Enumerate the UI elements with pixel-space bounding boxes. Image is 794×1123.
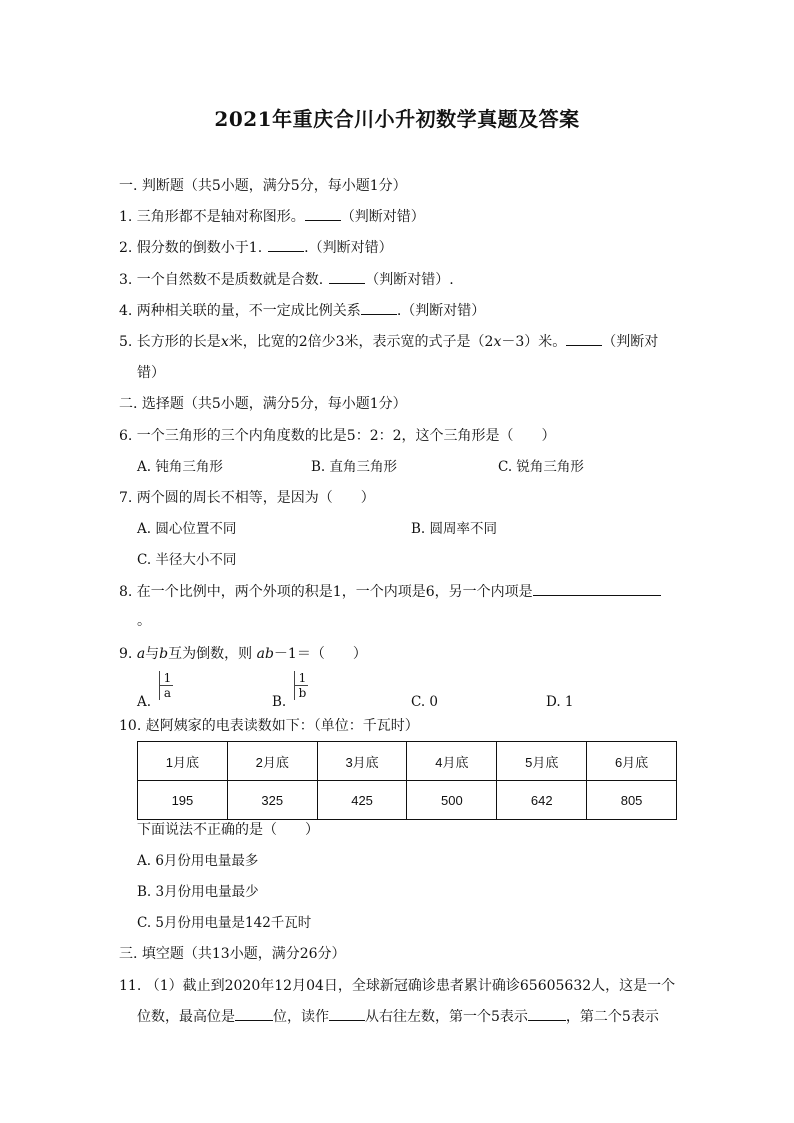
meter-reading-table bbox=[137, 741, 677, 820]
answer-blank[interactable] bbox=[361, 302, 397, 315]
q9-fraction-a: $\frac{1}{a}$ bbox=[159, 671, 173, 700]
table-row bbox=[138, 781, 677, 820]
question-11-continued: 位数，最高位是 位，读作 从右往左数，第一个5表示 ，第二个5表示 bbox=[137, 1009, 659, 1025]
table-header-cell: 4月底 bbox=[407, 742, 497, 781]
q10-option-c[interactable]: C. 5月份用电量是142千瓦时 bbox=[137, 915, 312, 931]
section-heading-judgement: 一. 判断题（共5小题，满分5分，每小题1分） bbox=[119, 178, 407, 194]
answer-blank[interactable] bbox=[329, 1008, 365, 1021]
q9-option-c[interactable]: C. 0 bbox=[411, 694, 439, 710]
question-6: 6. 一个三角形的三个内角度数的比是5：2：2，这个三角形是（ ） bbox=[119, 428, 556, 444]
q9-option-b[interactable]: B. bbox=[272, 694, 287, 710]
question-8-end: 。 bbox=[137, 613, 151, 629]
table-header-cell: 6月底 bbox=[587, 742, 677, 781]
table-cell: 500 bbox=[407, 781, 497, 820]
q10-option-a[interactable]: A. 6月份用电量最多 bbox=[137, 853, 259, 869]
q7-option-b[interactable]: B. 圆周率不同 bbox=[411, 521, 498, 537]
q9-option-a[interactable]: A. bbox=[137, 694, 152, 710]
answer-blank[interactable] bbox=[329, 271, 365, 284]
question-10: 10. 赵阿姨家的电表读数如下：（单位：千瓦时） bbox=[119, 718, 419, 734]
answer-blank[interactable] bbox=[566, 333, 602, 346]
section-heading-fill: 三. 填空题（共13小题，满分26分） bbox=[119, 946, 346, 962]
section-heading-choice: 二. 选择题（共5小题，满分5分，每小题1分） bbox=[119, 396, 407, 412]
q7-option-c[interactable]: C. 半径大小不同 bbox=[137, 552, 237, 568]
question-9: 9. a与b互为倒数，则 ab－1＝（ ） bbox=[119, 646, 367, 662]
answer-blank[interactable] bbox=[268, 239, 304, 252]
table-header-cell: 3月底 bbox=[317, 742, 407, 781]
table-header-cell: 1月底 bbox=[138, 742, 228, 781]
table-cell: 642 bbox=[497, 781, 587, 820]
answer-blank[interactable] bbox=[533, 583, 661, 596]
question-4: 4. 两种相关联的量，不一定成比例关系 .（判断对错） bbox=[119, 303, 486, 319]
q6-option-a[interactable]: A. 钝角三角形 bbox=[137, 459, 223, 475]
table-cell: 195 bbox=[138, 781, 228, 820]
table-header-cell: 5月底 bbox=[497, 742, 587, 781]
question-5: 5. 长方形的长是x米，比宽的2倍少3米，表示宽的式子是（2x－3）米。 （判断对 bbox=[119, 334, 659, 350]
table-cell: 425 bbox=[317, 781, 407, 820]
q6-option-c[interactable]: C. 锐角三角形 bbox=[498, 459, 584, 475]
question-1: 1. 三角形都不是轴对称图形。 （判断对错） bbox=[119, 209, 425, 225]
question-2: 2. 假分数的倒数小于1. .（判断对错） bbox=[119, 240, 393, 256]
q9-fraction-b: $\frac{1}{b}$ bbox=[294, 671, 308, 700]
table-header-cell: 2月底 bbox=[227, 742, 317, 781]
table-header-row bbox=[138, 742, 677, 781]
question-7: 7. 两个圆的周长不相等，是因为（ ） bbox=[119, 490, 375, 506]
answer-blank[interactable] bbox=[305, 208, 341, 221]
page-title: 2021年重庆合川小升初数学真题及答案 bbox=[214, 107, 580, 131]
q7-option-a[interactable]: A. 圆心位置不同 bbox=[137, 521, 237, 537]
answer-blank[interactable] bbox=[528, 1008, 566, 1021]
q9-option-d[interactable]: D. 1 bbox=[546, 694, 574, 710]
question-5-continued: 错） bbox=[137, 365, 165, 381]
table-cell: 325 bbox=[227, 781, 317, 820]
q6-option-b[interactable]: B. 直角三角形 bbox=[311, 459, 398, 475]
q10-option-b[interactable]: B. 3月份用电量最少 bbox=[137, 884, 259, 900]
question-3: 3. 一个自然数不是质数就是合数. （判断对错）. bbox=[119, 272, 454, 288]
answer-blank[interactable] bbox=[235, 1008, 273, 1021]
table-cell: 805 bbox=[587, 781, 677, 820]
question-8: 8. 在一个比例中，两个外项的积是1，一个内项是6，另一个内项是 bbox=[119, 583, 661, 601]
question-10-prompt: 下面说法不正确的是（ ） bbox=[137, 822, 319, 838]
question-11: 11. （1）截止到2020年12月04日，全球新冠确诊患者累计确诊65605632人，这是一个 bbox=[119, 978, 676, 994]
